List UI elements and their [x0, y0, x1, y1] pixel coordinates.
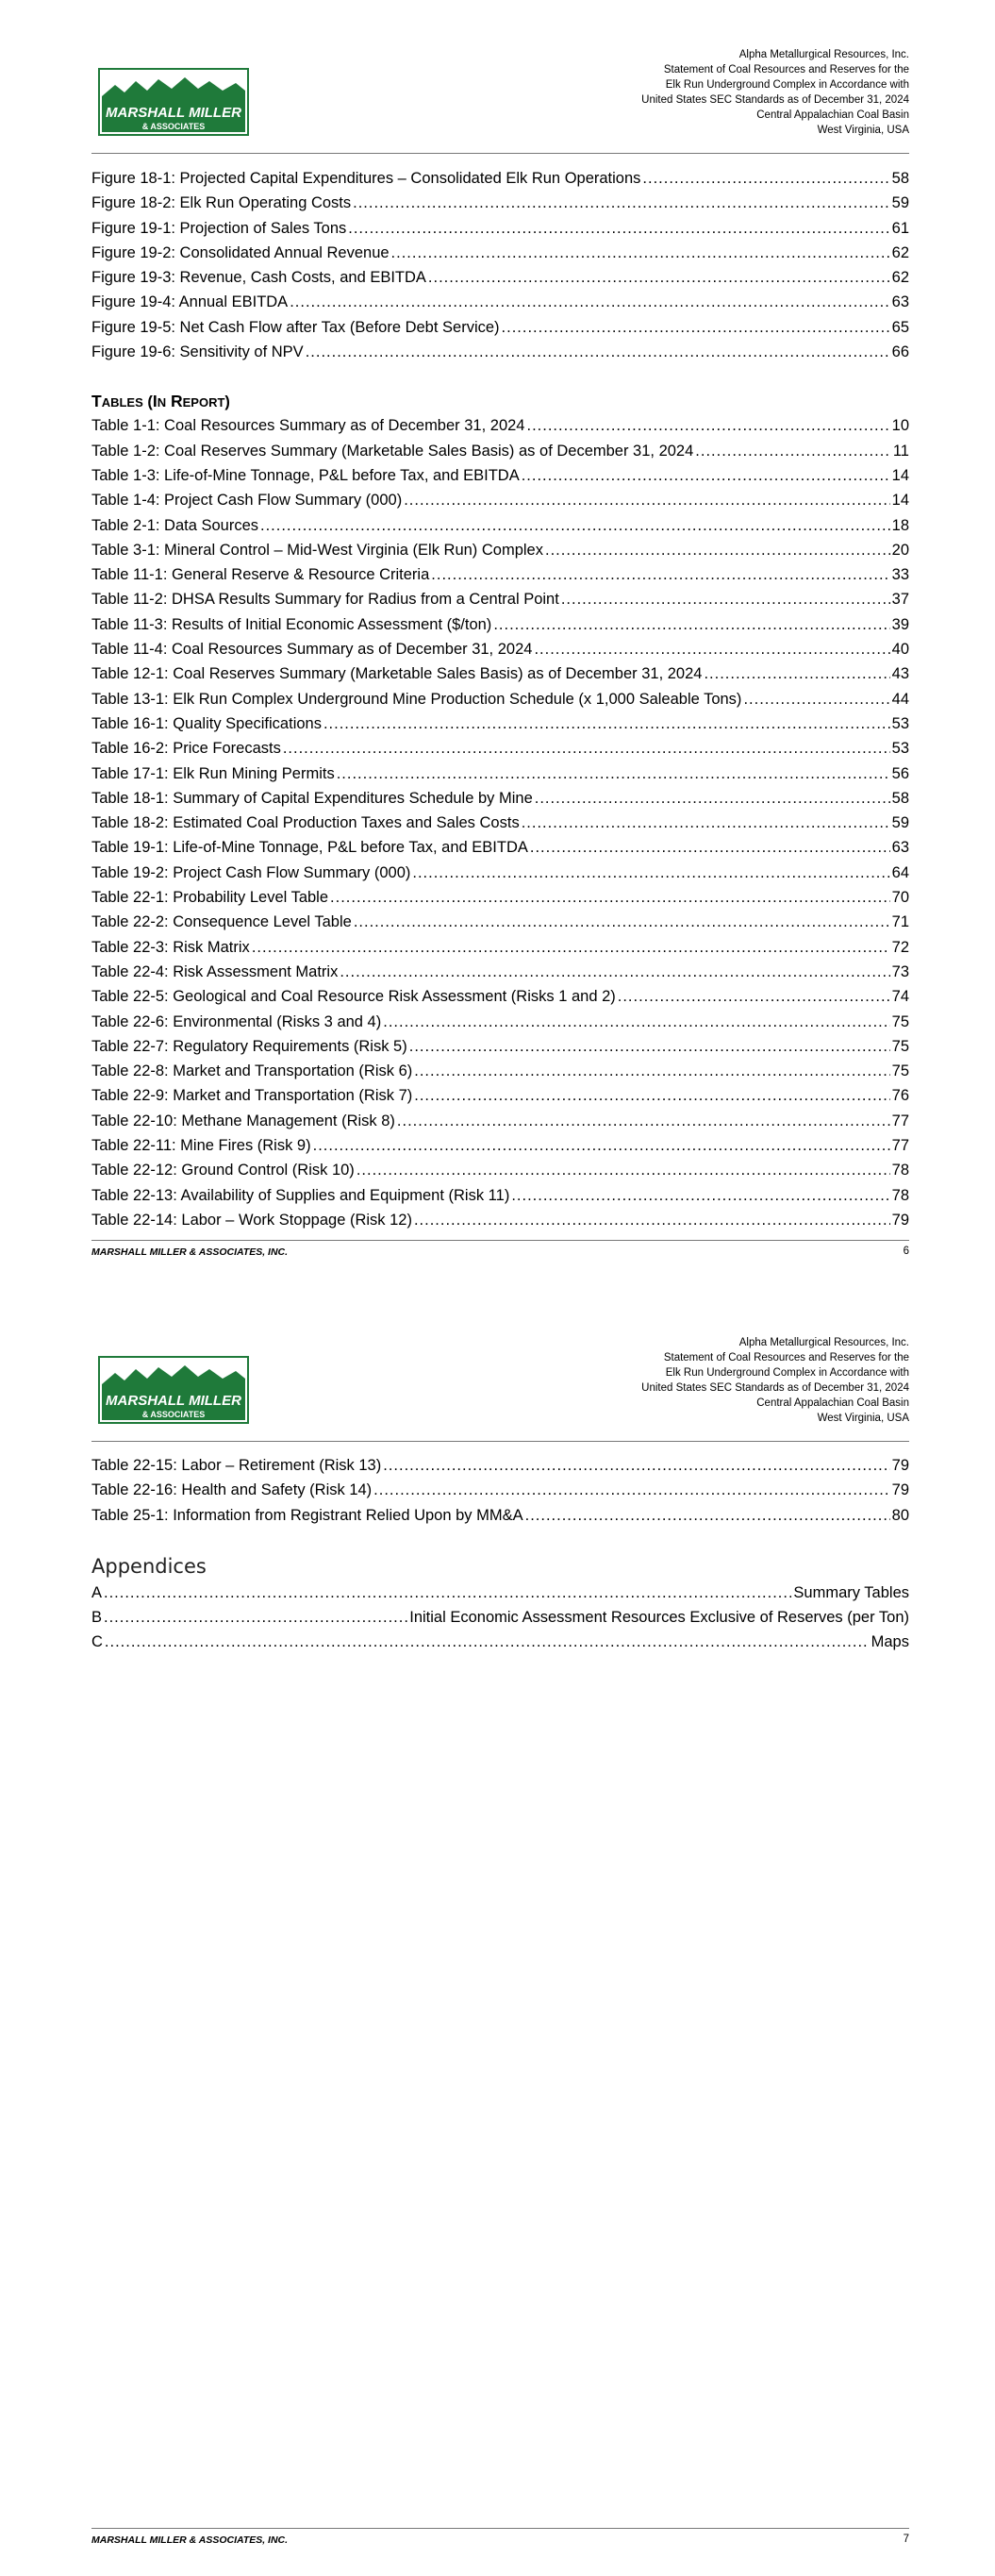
toc-entry-page: 33	[891, 566, 909, 584]
toc-entry-title: A	[91, 1583, 103, 1601]
toc-entry[interactable]	[91, 861, 909, 885]
toc-entry-title: Figure 19-6: Sensitivity of NPV	[91, 343, 304, 361]
dot-leader	[340, 960, 889, 984]
logo-text-1: MARSHALL MILLER	[106, 1393, 241, 1409]
toc-entry-title: Table 1-4: Project Cash Flow Summary (000)	[91, 492, 403, 510]
toc-entry[interactable]	[91, 1034, 909, 1059]
toc-entry-page: 74	[891, 988, 909, 1006]
toc-entry-title: Figure 18-1: Projected Capital Expenditures – Consolidated Elk Run Operations	[91, 170, 641, 187]
toc-entry[interactable]	[91, 513, 909, 538]
toc-entry-title: Table 12-1: Coal Reserves Summary (Marketable Sales Basis) as of December 31, 2024	[91, 665, 703, 683]
toc-entry-page: 79	[891, 1211, 909, 1229]
dot-leader	[260, 513, 890, 538]
toc-entry-title: Figure 19-4: Annual EBITDA	[91, 293, 289, 311]
header-line: United States SEC Standards as of December 31, 2024	[641, 94, 909, 106]
dot-leader	[414, 1059, 889, 1083]
dot-leader	[383, 1010, 889, 1034]
header-line: Central Appalachian Coal Basin	[756, 109, 909, 121]
toc-entry[interactable]	[91, 1630, 909, 1654]
toc-entry-page: 62	[891, 269, 909, 287]
table-of-contents	[91, 166, 909, 1232]
toc-entry[interactable]	[91, 885, 909, 910]
header-line: Central Appalachian Coal Basin	[756, 1397, 909, 1409]
dot-leader	[535, 786, 890, 811]
toc-entry[interactable]	[91, 1133, 909, 1158]
toc-entry-page: 11	[892, 442, 909, 460]
toc-entry[interactable]	[91, 761, 909, 786]
dot-leader	[337, 761, 890, 786]
dot-leader	[561, 587, 890, 611]
dot-leader	[522, 463, 890, 488]
toc-entry[interactable]	[91, 637, 909, 661]
toc-entry[interactable]	[91, 910, 909, 934]
toc-entry-title: Table 22-10: Methane Management (Risk 8)	[91, 1112, 395, 1129]
dot-leader	[283, 736, 890, 761]
toc-entry[interactable]	[91, 265, 909, 290]
toc-entry[interactable]	[91, 1183, 909, 1208]
dot-leader	[704, 661, 889, 686]
dot-leader	[428, 265, 890, 290]
dot-leader	[252, 935, 890, 960]
page-number: 6	[903, 1246, 909, 1257]
toc-entry-title: Table 19-2: Project Cash Flow Summary (000)	[91, 863, 411, 881]
logo-text-2: & ASSOCIATES	[141, 122, 206, 131]
toc-entry-title: Table 22-1: Probability Level Table	[91, 889, 329, 907]
dot-leader	[493, 612, 889, 637]
header-line: West Virginia, USA	[817, 1413, 909, 1424]
header-line: Alpha Metallurgical Resources, Inc.	[738, 49, 909, 60]
header-line: Elk Run Underground Complex in Accordance with	[665, 79, 909, 91]
toc-entry-title: Table 22-16: Health and Safety (Risk 14)	[91, 1481, 373, 1499]
toc-entry[interactable]	[91, 1059, 909, 1083]
header-divider	[91, 153, 909, 154]
toc-entry-page: 61	[891, 219, 909, 237]
dot-leader	[397, 1109, 890, 1133]
dot-leader	[104, 1605, 407, 1630]
dot-leader	[545, 538, 890, 562]
toc-entry[interactable]	[91, 711, 909, 736]
company-logo	[98, 1356, 249, 1424]
dot-leader	[105, 1630, 870, 1654]
toc-entry[interactable]	[91, 960, 909, 984]
toc-entry-page: 63	[891, 839, 909, 857]
dot-leader	[526, 413, 889, 438]
toc-entry-page: 78	[891, 1162, 909, 1179]
toc-entry-title: Table 11-1: General Reserve & Resource Criteria	[91, 566, 430, 584]
toc-entry[interactable]	[91, 1109, 909, 1133]
footer-divider	[91, 2528, 909, 2529]
toc-entry-title: Table 22-2: Consequence Level Table	[91, 913, 352, 931]
toc-entry[interactable]	[91, 984, 909, 1009]
toc-entry-page: 72	[891, 938, 909, 956]
dot-leader	[348, 216, 889, 241]
dot-leader	[525, 1503, 890, 1528]
toc-entry[interactable]	[91, 661, 909, 686]
toc-entry-title: Table 22-15: Labor – Retirement (Risk 13)	[91, 1457, 382, 1474]
toc-entry-page: 59	[891, 194, 909, 212]
toc-entry-page: 14	[891, 466, 909, 484]
header-divider	[91, 1441, 909, 1442]
footer-company: MARSHALL MILLER & ASSOCIATES, INC.	[91, 2534, 289, 2546]
toc-entry[interactable]	[91, 786, 909, 811]
dot-leader	[383, 1453, 889, 1478]
toc-entry-title: Table 1-2: Coal Reserves Summary (Marketable Sales Basis) as of December 31, 2024	[91, 442, 694, 460]
header-line: United States SEC Standards as of December 31, 2024	[641, 1382, 909, 1394]
toc-entry-page: 58	[891, 789, 909, 807]
toc-entry[interactable]	[91, 538, 909, 562]
toc-entry-title: Table 22-9: Market and Transportation (Risk 7)	[91, 1087, 413, 1105]
toc-entry-title: Table 3-1: Mineral Control – Mid-West Virginia (Elk Run) Complex	[91, 541, 543, 559]
toc-entry-page: 18	[891, 516, 909, 534]
toc-entry-page: 53	[891, 740, 909, 758]
dot-leader	[330, 885, 890, 910]
dot-leader	[412, 861, 889, 885]
toc-entry-title: Table 22-5: Geological and Coal Resource Risk Assessment (Risks 1 and 2)	[91, 988, 616, 1006]
toc-entry-page: 71	[891, 913, 909, 931]
footer-divider	[91, 1240, 909, 1241]
toc-entry-title: Figure 19-1: Projection of Sales Tons	[91, 219, 347, 237]
toc-entry[interactable]	[91, 290, 909, 314]
toc-entry-title: Table 19-1: Life-of-Mine Tonnage, P&L before Tax, and EBITDA	[91, 839, 528, 857]
dot-leader	[642, 166, 889, 191]
toc-entry-page: Maps	[871, 1633, 909, 1651]
dot-leader	[404, 488, 889, 512]
toc-entry-page: 75	[891, 1037, 909, 1055]
table-list	[91, 413, 909, 1232]
toc-entry[interactable]	[91, 216, 909, 241]
toc-entry-title: Figure 19-2: Consolidated Annual Revenue	[91, 243, 390, 261]
toc-entry-title: Figure 19-3: Revenue, Cash Costs, and EBITDA	[91, 269, 426, 287]
toc-entry-page: 53	[891, 714, 909, 732]
dot-leader	[353, 191, 890, 215]
tables-section-heading: TABLES (IN REPORT)	[91, 392, 230, 411]
toc-entry-title: Table 22-11: Mine Fires (Risk 9)	[91, 1136, 311, 1154]
toc-entry[interactable]	[91, 315, 909, 340]
toc-entry[interactable]	[91, 1453, 909, 1478]
toc-entry-title: Table 13-1: Elk Run Complex Underground Mine Production Schedule (x 1,000 Saleable Tons)	[91, 690, 742, 708]
dot-leader	[409, 1034, 890, 1059]
toc-entry[interactable]	[91, 241, 909, 265]
toc-entry[interactable]	[91, 1010, 909, 1034]
toc-entry-title: Table 22-3: Risk Matrix	[91, 938, 250, 956]
toc-entry-title: Table 22-12: Ground Control (Risk 10)	[91, 1162, 355, 1179]
toc-entry-page: 39	[891, 615, 909, 633]
toc-entry[interactable]	[91, 1158, 909, 1182]
footer-company: MARSHALL MILLER & ASSOCIATES, INC.	[91, 1246, 289, 1258]
toc-entry[interactable]	[91, 463, 909, 488]
header-line: Elk Run Underground Complex in Accordance with	[665, 1367, 909, 1379]
toc-entry[interactable]	[91, 488, 909, 512]
toc-entry[interactable]	[91, 1478, 909, 1502]
dot-leader	[104, 1581, 791, 1605]
toc-entry[interactable]	[91, 736, 909, 761]
toc-entry-title: Table 22-6: Environmental (Risks 3 and 4)	[91, 1012, 382, 1030]
toc-entry[interactable]	[91, 439, 909, 463]
toc-entry[interactable]	[91, 811, 909, 835]
toc-entry[interactable]	[91, 340, 909, 364]
dot-leader	[414, 1083, 889, 1108]
toc-entry-page: 79	[891, 1457, 909, 1474]
toc-entry-page: 75	[891, 1012, 909, 1030]
figure-list	[91, 166, 909, 364]
toc-entry-page: 40	[891, 641, 909, 659]
toc-entry-page: 77	[891, 1136, 909, 1154]
toc-entry-page: 14	[891, 492, 909, 510]
toc-entry-title: C	[91, 1633, 103, 1651]
toc-entry[interactable]	[91, 166, 909, 191]
toc-entry-title: Table 11-3: Results of Initial Economic Assessment ($/ton)	[91, 615, 492, 633]
logo-text-2: & ASSOCIATES	[141, 1410, 206, 1419]
report-header	[641, 47, 909, 138]
dot-leader	[743, 687, 889, 711]
toc-entry[interactable]	[91, 191, 909, 215]
toc-entry-page: 70	[891, 889, 909, 907]
page-number: 7	[903, 2534, 909, 2545]
header-line: Statement of Coal Resources and Reserves for the	[663, 1352, 909, 1363]
report-header	[641, 1335, 909, 1426]
toc-entry-title: Table 18-2: Estimated Coal Production Taxes and Sales Costs	[91, 814, 520, 832]
dot-leader	[534, 637, 889, 661]
toc-entry[interactable]	[91, 413, 909, 438]
toc-entry[interactable]	[91, 1208, 909, 1232]
header-line: Statement of Coal Resources and Reserves for the	[663, 64, 909, 75]
appendix-list	[91, 1581, 909, 1655]
toc-entry[interactable]	[91, 935, 909, 960]
toc-entry-page: Initial Economic Assessment Resources Exclusive of Reserves (per Ton)	[409, 1609, 909, 1627]
toc-entry[interactable]	[91, 1605, 909, 1630]
toc-entry-title: Figure 19-5: Net Cash Flow after Tax (Before Debt Service)	[91, 318, 500, 336]
toc-entry-title: Table 2-1: Data Sources	[91, 516, 259, 534]
toc-entry-title: Table 22-14: Labor – Work Stoppage (Risk 12)	[91, 1211, 412, 1229]
dot-leader	[414, 1208, 890, 1232]
toc-entry-page: 79	[891, 1481, 909, 1499]
toc-entry-page: 65	[891, 318, 909, 336]
toc-entry-page: 44	[891, 690, 909, 708]
toc-entry-title: Table 16-1: Quality Specifications	[91, 714, 322, 732]
toc-entry[interactable]	[91, 587, 909, 611]
dot-leader	[313, 1133, 890, 1158]
dot-leader	[618, 984, 890, 1009]
toc-entry-title: Table 1-1: Coal Resources Summary as of December 31, 2024	[91, 417, 525, 435]
toc-entry-title: Table 11-2: DHSA Results Summary for Radius from a Central Point	[91, 591, 559, 609]
dot-leader	[530, 835, 890, 860]
dot-leader	[511, 1183, 889, 1208]
company-logo	[98, 68, 249, 136]
toc-entry-title: Table 18-1: Summary of Capital Expenditures Schedule by Mine	[91, 789, 533, 807]
toc-entry-page: 77	[891, 1112, 909, 1129]
toc-entry[interactable]	[91, 1581, 909, 1605]
toc-entry[interactable]	[91, 612, 909, 637]
toc-entry-page: 76	[891, 1087, 909, 1105]
toc-entry[interactable]	[91, 835, 909, 860]
toc-entry-title: Figure 18-2: Elk Run Operating Costs	[91, 194, 352, 212]
document-page-7	[0, 1288, 995, 2576]
dot-leader	[323, 711, 890, 736]
appendices-heading: Appendices	[91, 1554, 207, 1578]
toc-entry-page: 80	[891, 1506, 909, 1524]
toc-entry-page: 37	[891, 591, 909, 609]
table-of-contents	[91, 1453, 909, 1655]
toc-entry-page: 20	[891, 541, 909, 559]
dot-leader	[391, 241, 890, 265]
dot-leader	[522, 811, 890, 835]
toc-entry-title: Table 17-1: Elk Run Mining Permits	[91, 764, 335, 782]
toc-entry-page: 43	[891, 665, 909, 683]
toc-entry-page: 66	[891, 343, 909, 361]
toc-entry-title: Table 22-8: Market and Transportation (Risk 6)	[91, 1062, 413, 1080]
toc-entry-page: 56	[891, 764, 909, 782]
dot-leader	[354, 910, 890, 934]
dot-leader	[502, 315, 890, 340]
toc-entry-title: Table 1-3: Life-of-Mine Tonnage, P&L before Tax, and EBITDA	[91, 466, 520, 484]
toc-entry-page: 59	[891, 814, 909, 832]
toc-entry[interactable]	[91, 687, 909, 711]
toc-entry-title: Table 22-7: Regulatory Requirements (Risk 5)	[91, 1037, 407, 1055]
dot-leader	[357, 1158, 890, 1182]
dot-leader	[290, 290, 889, 314]
dot-leader	[373, 1478, 889, 1502]
toc-entry-page: 75	[891, 1062, 909, 1080]
dot-leader	[306, 340, 890, 364]
toc-entry-page: 63	[891, 293, 909, 311]
toc-entry-page: 73	[891, 962, 909, 980]
header-line: Alpha Metallurgical Resources, Inc.	[738, 1337, 909, 1348]
toc-entry-page: 58	[891, 170, 909, 187]
header-line: West Virginia, USA	[817, 125, 909, 136]
toc-entry-title: Table 22-4: Risk Assessment Matrix	[91, 962, 339, 980]
toc-entry-title: Table 16-2: Price Forecasts	[91, 740, 281, 758]
toc-entry[interactable]	[91, 562, 909, 587]
table-list	[91, 1453, 909, 1528]
toc-entry[interactable]	[91, 1503, 909, 1528]
toc-entry-title: B	[91, 1609, 103, 1627]
dot-leader	[695, 439, 891, 463]
toc-entry-title: Table 22-13: Availability of Supplies and Equipment (Risk 11)	[91, 1186, 510, 1204]
toc-entry-page: 62	[891, 243, 909, 261]
toc-entry-page: 10	[891, 417, 909, 435]
toc-entry-title: Table 11-4: Coal Resources Summary as of December 31, 2024	[91, 641, 533, 659]
toc-entry-page: 64	[891, 863, 909, 881]
dot-leader	[431, 562, 889, 587]
toc-entry[interactable]	[91, 1083, 909, 1108]
toc-entry-title: Table 25-1: Information from Registrant Relied Upon by MM&A	[91, 1506, 523, 1524]
toc-entry-page: 78	[891, 1186, 909, 1204]
logo-text-1: MARSHALL MILLER	[106, 105, 241, 121]
toc-entry-page: Summary Tables	[793, 1583, 909, 1601]
